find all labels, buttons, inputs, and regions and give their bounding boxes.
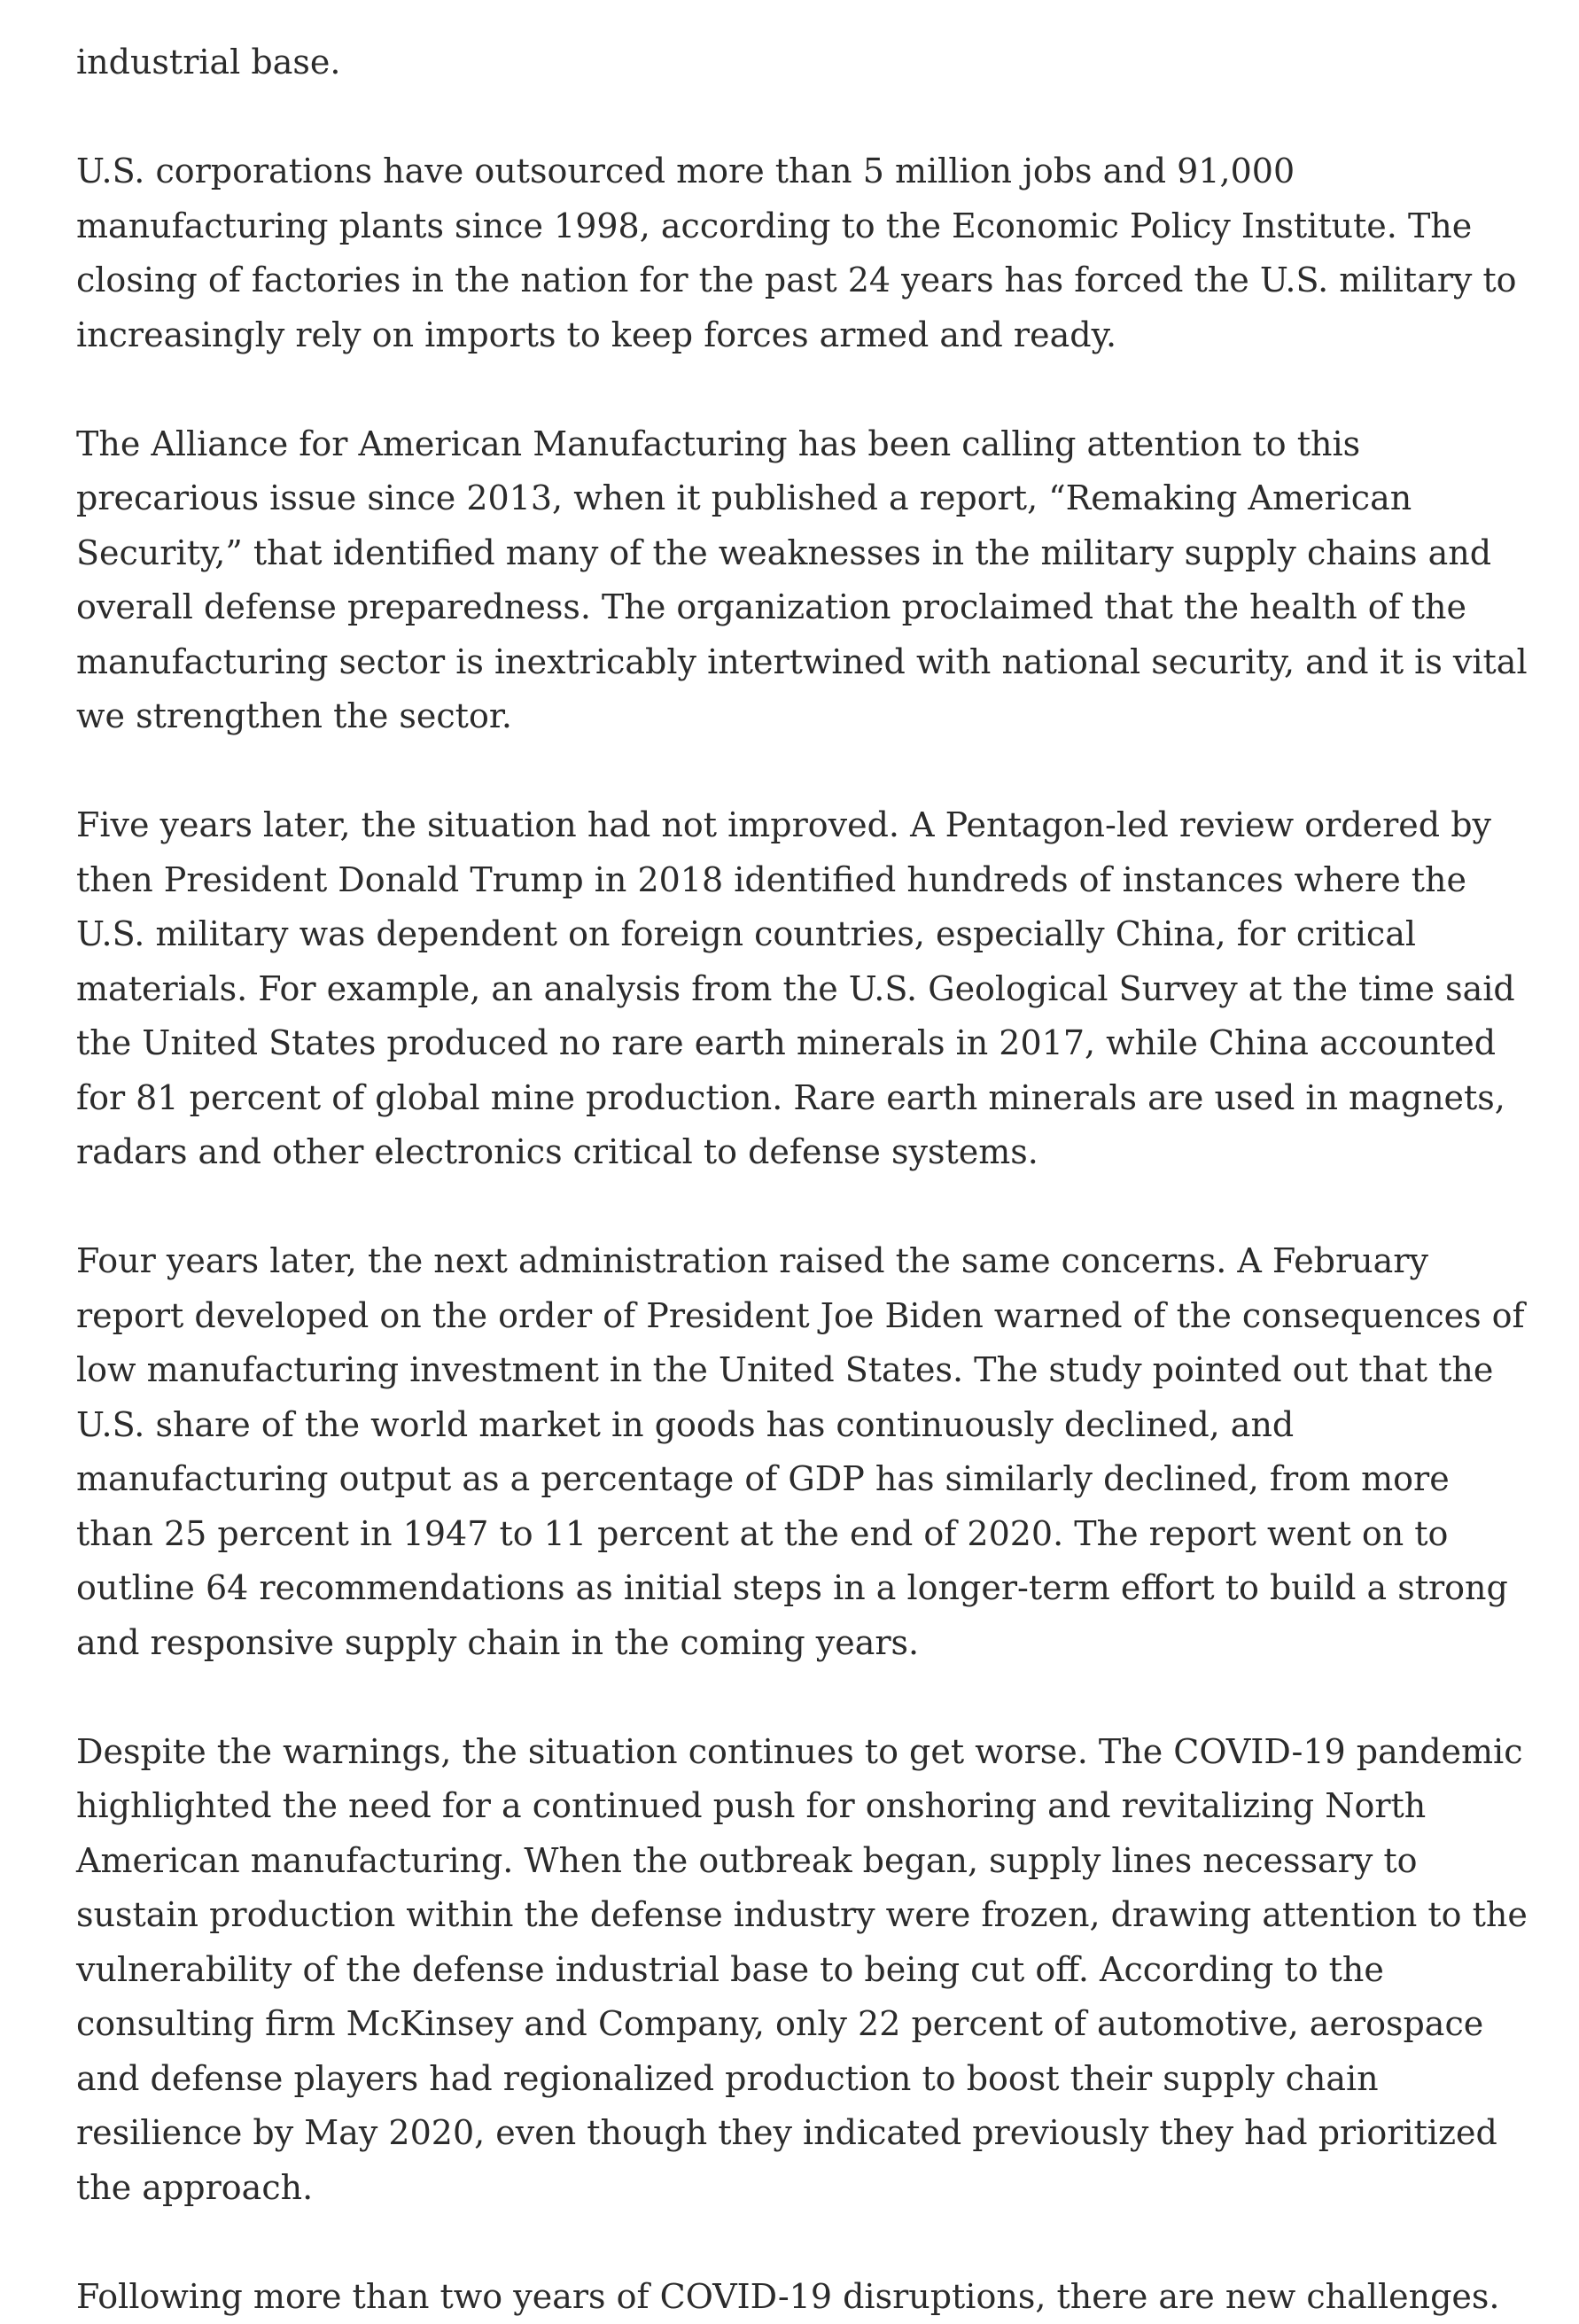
paragraph-biden-report: Four years later, the next administration raised the same concerns. A February report developed on the order of President Joe Biden warned of the consequences of low manufacturing investment in the United States. The study pointed out that the U.S. share of the world market in goods has continuously declined, and manufacturing output as a percentage of GDP has similarly declined, from more than 25 percent in 1947 to 11 percent at the end of 2020. The report went on to outline 64 recommendations as initial steps in a longer-term effort to build a strong and responsive supply chain in the coming years. <box>76 1234 1529 1670</box>
paragraph-outsourcing: U.S. corporations have outsourced more than 5 million jobs and 91,000 manufacturing plants since 1998, according to the Economic Policy Institute. The closing of factories in the nation for the past 24 years has forced the U.S. military to increasingly rely on imports to keep forces armed and ready. <box>76 144 1529 362</box>
article-body <box>76 35 1529 2324</box>
paragraph-alliance-report: The Alliance for American Manufacturing has been calling attention to this precarious issue since 2013, when it published a report, “Remaking American Security,” that identified many of the weaknesses in the military supply chains and overall defense preparedness. The organization proclaimed that the health of the manufacturing sector is inextricably intertwined with national security, and it is vital we strengthen the sector. <box>76 417 1529 744</box>
paragraph-continuation: industrial base. <box>76 35 1529 90</box>
paragraph-covid-pandemic: Despite the warnings, the situation continues to get worse. The COVID-19 pandemic highlighted the need for a continued push for onshoring and revitalizing North American manufacturing. When the outbreak began, supply lines necessary to sustain production within the defense industry were frozen, drawing attention to the vulnerability of the defense industrial base to being cut off. According to the consulting firm McKinsey and Company, only 22 percent of automotive, aerospace and defense players had regionalized production to boost their supply chain resilience by May 2020, even though they indicated previously they had prioritized the approach. <box>76 1725 1529 2216</box>
paragraph-new-challenges: Following more than two years of COVID-19 disruptions, there are new challenges. <box>76 2270 1529 2324</box>
paragraph-pentagon-review: Five years later, the situation had not improved. A Pentagon-led review ordered by then President Donald Trump in 2018 identified hundreds of instances where the U.S. military was dependent on foreign countries, especially China, for critical materials. For example, an analysis from the U.S. Geological Survey at the time said the United States produced no rare earth minerals in 2017, while China accounted for 81 percent of global mine production. Rare earth minerals are used in magnets, radars and other electronics critical to defense systems. <box>76 798 1529 1180</box>
